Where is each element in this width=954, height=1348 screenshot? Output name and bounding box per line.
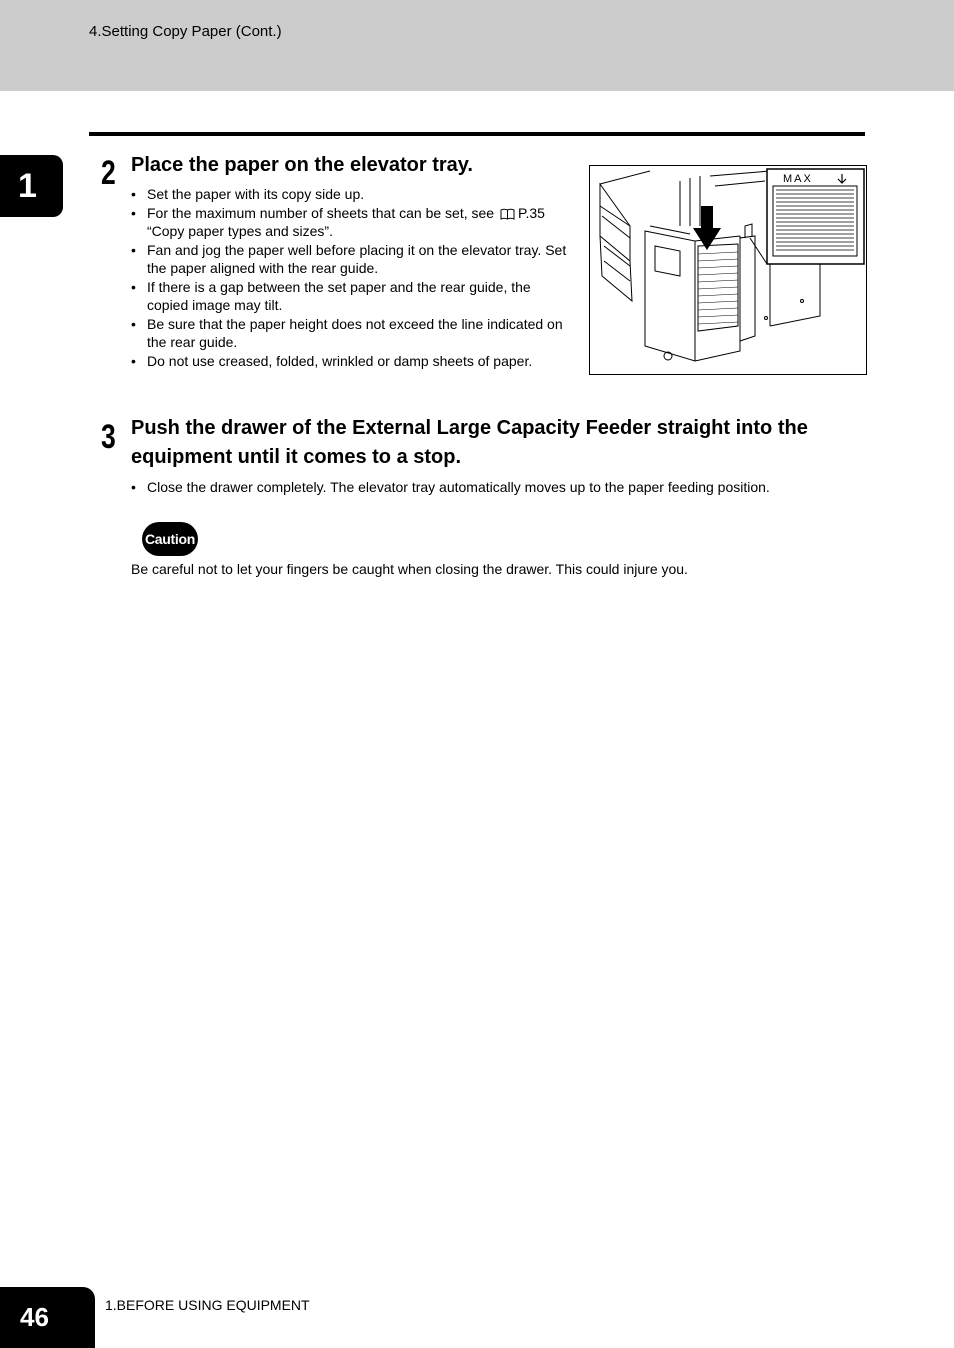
feeder-illustration — [590, 166, 866, 374]
list-item: • Do not use creased, folded, wrinkled or damp sheets of paper. — [131, 352, 571, 371]
ref-link[interactable]: P.35 “Copy paper types and sizes”. — [147, 204, 545, 239]
page-number: 46 — [0, 1287, 95, 1348]
section-rule — [89, 132, 865, 136]
list-item — [131, 204, 571, 241]
step-3-bullets — [131, 478, 861, 497]
caution-badge: Caution — [142, 522, 198, 556]
step-title: Place the paper on the elevator tray. — [131, 154, 473, 176]
list-item: • Set the paper with its copy side up. — [131, 185, 571, 204]
step-number: 2 — [101, 154, 116, 192]
ref-text: For the maximum number of sheets that can be set, see — [147, 204, 498, 221]
step-number: 3 — [101, 418, 116, 456]
header-band — [0, 0, 954, 91]
list-item: • Fan and jog the paper well before placing it on the elevator tray. Set the paper aligned with the rear guide. — [131, 241, 571, 278]
figure-elevator-tray — [589, 165, 867, 375]
list-item: • Be sure that the paper height does not exceed the line indicated on the rear guide. — [131, 315, 571, 352]
step-title: Push the drawer of the External Large Capacity Feeder straight into the equipment until it comes to a stop. — [131, 417, 808, 468]
running-header: 4.Setting Copy Paper (Cont.) — [89, 23, 282, 40]
book-icon — [500, 208, 515, 220]
max-label: MAX — [783, 173, 813, 185]
list-item: • Close the drawer completely. The elevator tray automatically moves up to the paper feeding position. — [131, 478, 861, 497]
chapter-tab: 1 — [0, 155, 63, 217]
step-2-bullets — [131, 185, 571, 370]
footer-section-title: 1.BEFORE USING EQUIPMENT — [105, 1297, 310, 1313]
caution-text: Be careful not to let your fingers be caught when closing the drawer. This could injure you. — [131, 561, 688, 577]
list-item: • If there is a gap between the set paper and the rear guide, the copied image may tilt. — [131, 278, 571, 315]
